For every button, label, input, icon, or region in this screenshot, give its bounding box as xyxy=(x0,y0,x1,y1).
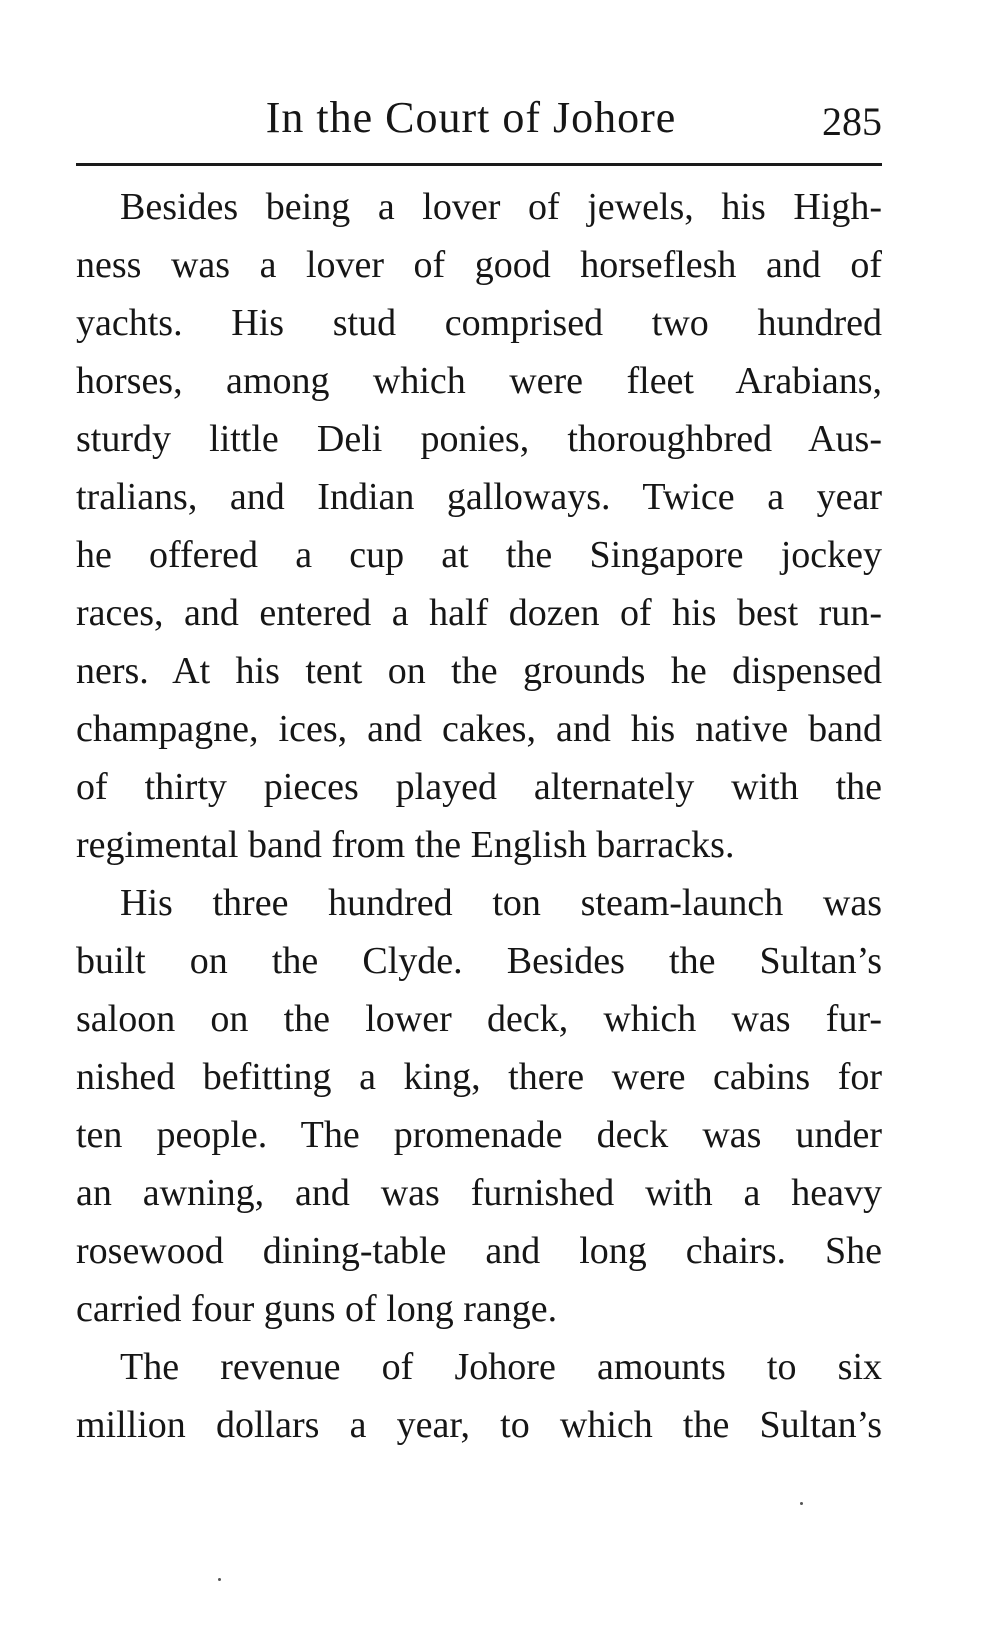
text-line: sturdy little Deli ponies, thoroughbred Aus- xyxy=(76,418,882,460)
text-line: an awning, and was furnished with a heavy xyxy=(76,1172,882,1214)
header-rule xyxy=(76,163,882,166)
text-line: His three hundred ton steam-launch was xyxy=(120,882,882,924)
body-text xyxy=(76,178,882,1454)
text-line: The revenue of Johore amounts to six xyxy=(120,1346,882,1388)
text-line: ten people. The promenade deck was under xyxy=(76,1114,882,1156)
text-line: he offered a cup at the Singapore jockey xyxy=(76,534,882,576)
paper-speck xyxy=(218,1578,221,1581)
text-line: champagne, ices, and cakes, and his native band xyxy=(76,708,882,750)
text-line: races, and entered a half dozen of his best run- xyxy=(76,592,882,634)
page-number: 285 xyxy=(822,99,882,144)
running-title: In the Court of Johore xyxy=(265,93,677,142)
text-line: Besides being a lover of jewels, his High- xyxy=(120,186,882,228)
text-line: yachts. His stud comprised two hundred xyxy=(76,302,882,344)
text-line: nished befitting a king, there were cabins for xyxy=(76,1056,882,1098)
text-line: horses, among which were fleet Arabians, xyxy=(76,360,882,402)
text-line: ners. At his tent on the grounds he dispensed xyxy=(76,650,882,692)
text-line: ness was a lover of good horseflesh and of xyxy=(76,244,882,286)
text-line: of thirty pieces played alternately with the xyxy=(76,766,882,808)
text-line: rosewood dining-table and long chairs. She xyxy=(76,1230,882,1272)
text-line: million dollars a year, to which the Sultan’s xyxy=(76,1404,882,1446)
text-line: carried four guns of long range. xyxy=(76,1288,558,1330)
text-line: regimental band from the English barracks. xyxy=(76,824,735,866)
text-line: saloon on the lower deck, which was fur- xyxy=(76,998,882,1040)
paper-speck xyxy=(800,1502,803,1505)
text-line: tralians, and Indian galloways. Twice a year xyxy=(76,476,882,518)
text-line: built on the Clyde. Besides the Sultan’s xyxy=(76,940,882,982)
running-head xyxy=(76,92,882,152)
